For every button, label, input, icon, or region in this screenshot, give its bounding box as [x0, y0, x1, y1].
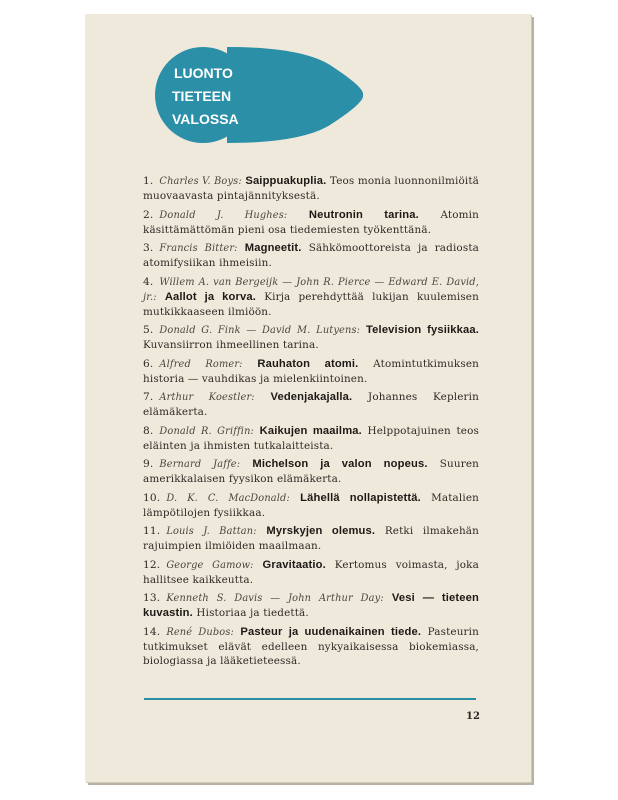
- entry-description: Teos monia luonnonilmiöitä muovaavasta pintajännityksestä.: [143, 175, 479, 202]
- entry-title: Vesi — tieteen kuvastin.: [143, 592, 479, 619]
- list-item: [143, 457, 479, 486]
- entry-author: Willem A. van Bergeijk — John R. Pierce — Edward E. David, jr.:: [143, 276, 479, 303]
- entry-description: Helppotajuinen teos eläinten ja ihmisten tutkalaitteista.: [143, 424, 479, 452]
- entry-author: Louis J. Battan:: [166, 526, 257, 537]
- entry-description: Retki ilmakehän rajuimpien ilmiöiden maailmaan.: [143, 525, 479, 552]
- entry-author: D. K. C. MacDonald:: [166, 492, 290, 504]
- entry-author: Francis Bitter:: [159, 243, 238, 254]
- entry-number: 8.: [143, 424, 154, 437]
- entry-title: Pasteur ja uudenaikainen tiede.: [240, 625, 422, 638]
- entry-number: 13.: [143, 592, 161, 604]
- list-item: [143, 241, 479, 270]
- entry-author: Arthur Koestler:: [159, 392, 255, 403]
- entry-author: George Gamow:: [166, 559, 254, 571]
- entry-number: 3.: [143, 242, 154, 254]
- entry-author: Bernard Jaffe:: [159, 459, 241, 470]
- entry-title: Michelson ja valon nopeus.: [252, 458, 428, 470]
- page-number: 12: [466, 711, 480, 722]
- entry-title: Aallot ja korva.: [164, 290, 257, 303]
- entry-number: 5.: [143, 324, 154, 336]
- entry-author: René Dubos:: [166, 626, 234, 638]
- entry-title: Television fysiikkaa.: [366, 324, 479, 336]
- entry-title: Myrskyjen olemus.: [266, 525, 376, 537]
- entry-description: Suuren amerikkalaisen fyysikon elämäkerta.: [143, 458, 479, 485]
- book-list: [143, 174, 479, 672]
- entry-title: Rauhaton atomi.: [257, 357, 359, 370]
- list-item: [143, 524, 479, 553]
- list-item: [143, 275, 479, 319]
- entry-number: 14.: [143, 625, 161, 638]
- entry-author: Donald R. Griffin:: [159, 425, 255, 437]
- entry-description: Sähkömoottoreista ja radiosta atomifysiikan ihmeisiin.: [143, 242, 479, 269]
- entry-description: Atomintutkimuksen historia — vauhdikas ja mielenkiintoinen.: [143, 357, 480, 385]
- book-back-cover: [85, 14, 531, 782]
- series-logo: [155, 47, 365, 143]
- entry-number: 1.: [143, 175, 154, 187]
- entry-title: Gravitaatio.: [262, 558, 326, 571]
- list-item: [143, 491, 479, 520]
- entry-author: Charles V. Boys:: [159, 176, 242, 187]
- entry-author: Alfred Romer:: [159, 358, 243, 370]
- divider-rule: [144, 698, 476, 700]
- list-item: [143, 174, 479, 203]
- entry-number: 4.: [143, 275, 154, 288]
- entry-description: Atomin käsittämättömän pieni osa tiedemiesten työkenttänä.: [143, 208, 479, 236]
- list-item: [143, 625, 479, 668]
- entry-description: Historiaa ja tiedettä.: [196, 607, 309, 619]
- entry-title: Magneetit.: [244, 242, 302, 254]
- entry-title: Lähellä nollapistettä.: [300, 491, 421, 504]
- entry-number: 11.: [143, 525, 161, 537]
- entry-description: Matalien lämpötilojen fysiikkaa.: [143, 491, 479, 519]
- entry-number: 6.: [143, 357, 154, 370]
- logo-line-2: TIETEEN: [172, 88, 232, 104]
- entry-title: Neutronin tarina.: [308, 208, 419, 221]
- list-item: [143, 390, 479, 419]
- list-item: [143, 323, 479, 352]
- entry-description: Kuvansiirron ihmeellinen tarina.: [143, 339, 319, 351]
- entry-description: Kertomus voimasta, joka hallitsee kaikkeutta.: [143, 558, 479, 586]
- entry-title: Kaikujen maailma.: [259, 424, 362, 437]
- entry-description: Kirja perehdyttää lukijan kuulemisen mutkikkaaseen ilmiöön.: [143, 290, 479, 318]
- entry-author: Donald G. Fink — David M. Lutyens:: [159, 325, 361, 336]
- entry-number: 9.: [143, 458, 154, 470]
- entry-author: Donald J. Hughes:: [159, 209, 288, 221]
- entry-title: Vedenjakajalla.: [270, 391, 353, 403]
- list-item: [143, 208, 479, 237]
- list-item: [143, 558, 479, 587]
- entry-author: Kenneth S. Davis — John Arthur Day:: [166, 593, 384, 604]
- entry-description: Pasteurin tutkimukset elävät edelleen nykyaikaisessa biokemiassa, biologiassa ja lääketieteessä.: [143, 625, 479, 667]
- entry-description: Johannes Keplerin elämäkerta.: [143, 391, 479, 418]
- logo-line-1: LUONTO: [174, 65, 233, 81]
- list-item: [143, 591, 479, 620]
- entry-title: Saippuakuplia.: [245, 175, 327, 187]
- entry-number: 10.: [143, 491, 161, 504]
- list-item: [143, 357, 479, 386]
- entry-number: 12.: [143, 558, 161, 571]
- list-item: [143, 424, 479, 453]
- entry-number: 2.: [143, 208, 154, 221]
- entry-number: 7.: [143, 391, 154, 403]
- logo-line-3: VALOSSA: [172, 111, 239, 127]
